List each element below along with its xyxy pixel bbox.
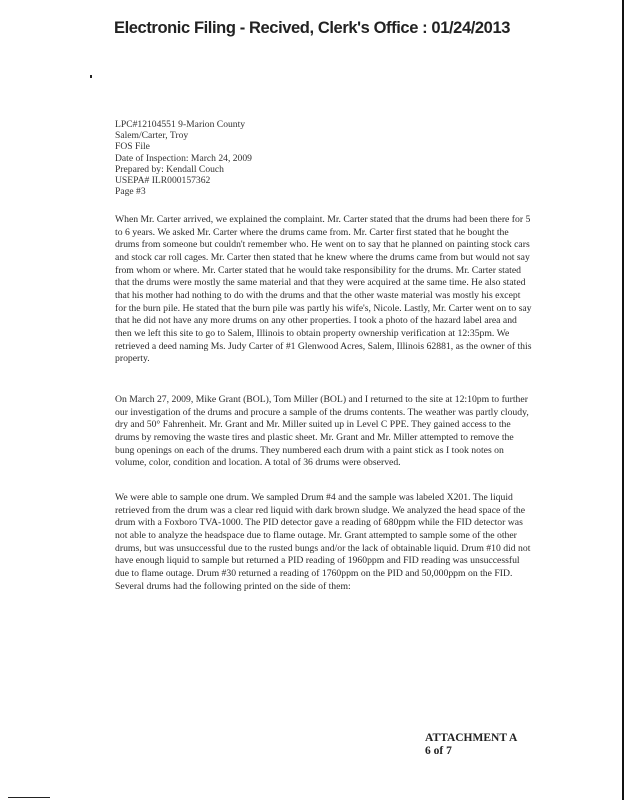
attachment-label [425,732,517,758]
usepa-id: USEPA# ILR000157362 [115,175,211,187]
paragraph-arrival: When Mr. Carter arrived, we explained the complaint. Mr. Carter stated that the drums had been there for 5 to 6 years. We asked Mr. Carter where the drums came from. Mr. Carter first stated that he bought the drums from someone but couldn't remember who. He went on to say that he planned on painting stock cars and stock car roll cages. Mr. Carter then stated that he knew where the drums came from but would not say from whom or where. Mr. Carter stated that he would take responsibility for the drums. Mr. Carter stated that the drums were mostly the same material and that they were acquired at the same time. He also stated that his mother had nothing to do with the drums and that the other waste material was mostly his except for the burn pile. He stated that the burn pile was partly his wife's, Nicole. Lastly, Mr. Carter went on to say that he did not have any more drums on any other properties. I took a photo of the hazard label area and then we left this site to go to Salem, Illinois to obtain property ownership verification at 12:35pm. We retrieved a deed naming Ms. Judy Carter of #1 Glenwood Acres, Salem, Illinois 62881, as the owner of this property. [115,214,532,365]
file-type: FOS File [115,141,150,153]
footer-rule [8,797,50,798]
filing-stamp: Electronic Filing - Recived, Clerk's Office : 01/24/2013 [113,19,511,37]
page-number: Page #3 [115,186,146,198]
site-name: Salem/Carter, Troy [115,130,189,142]
scan-speck [90,75,92,78]
lpc-number: LPC#12104551 9-Marion County [115,119,246,130]
attachment-title: ATTACHMENT A [425,732,518,744]
paragraph-return-visit: On March 27, 2009, Mike Grant (BOL), Tom Miller (BOL) and I returned to the site at 12:10pm to further our investigation of the drums and procure a sample of the drums contents. The weather was partly cloudy, dry and 50° Fahrenheit. Mr. Grant and Mr. Miller suited up in Level C PPE. They gained access to the drums by removing the waste tires and plastic sheet. Mr. Grant and Mr. Miller attempted to remove the bung openings on each of the drums. They numbered each drum with a paint stick as I took notes on volume, color, condition and location. A total of 36 drums were observed. [115,394,529,469]
memo-header [115,119,535,197]
paragraph-sampling: We were able to sample one drum. We sampled Drum #4 and the sample was labeled X201. The liquid retrieved from the drum was a clear red liquid with dark brown sludge. We analyzed the head space of the drum with a Foxboro TVA-1000. The PID detector gave a reading of 680ppm while the FID detector was not able to analyze the headspace due to flame outage. Mr. Grant attempted to sample some of the other drums, but was unsuccessful due to the rusted bungs and/or the lack of obtainable liquid. Drum #10 did not have enough liquid to sample but returned a PID reading of 1960ppm and FID reading was unsuccessful due to flame outage. Drum #30 returned a reading of 1760ppm on the PID and 50,000ppm on the FID. Several drums had the following printed on the side of them: [115,492,531,592]
attachment-page: 6 of 7 [425,745,452,757]
prepared-by: Prepared by: Kendall Couch [115,163,224,175]
inspection-date: Date of Inspection: March 24, 2009 [115,152,252,164]
